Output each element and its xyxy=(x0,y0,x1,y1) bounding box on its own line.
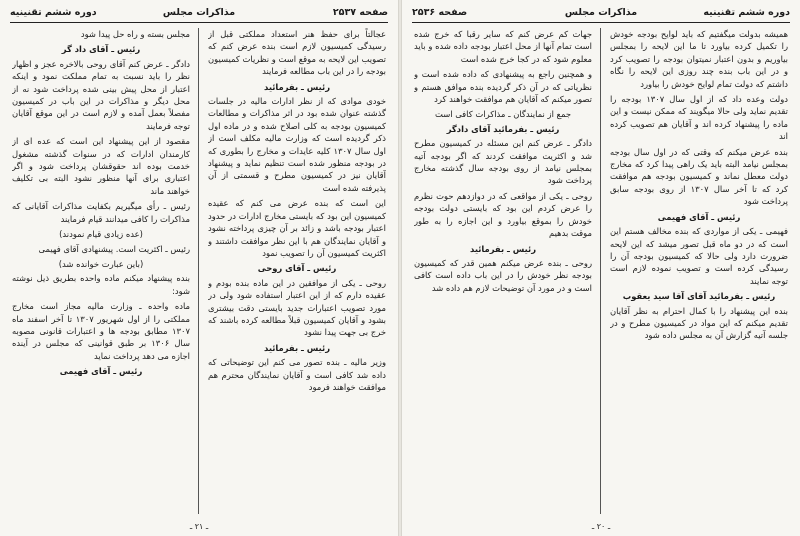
paragraph: روحی ـ بنده عرض میکنم همین قدر که کمیسیون بودجه نظر خودش را در این باب داده است کافی است و در مورد آن توضیحات لازم هم داده شد xyxy=(414,257,592,293)
left-page xyxy=(0,0,398,536)
speaker-line: رئیس ـ آقای روحی xyxy=(257,263,337,274)
paragraph: عجالتاً برای حفظ هنر استعداد مملکتی قبل از رسیدگی کمیسیون لازم است بنده عرض کنم که تصویب این لایحه به موقع است و نظریات کمیسیون بودجه را در این باب مطالعه فرمایند xyxy=(208,29,386,77)
page-label: صفحه ۲۵۳۷ xyxy=(332,7,388,18)
section-title: مذاکرات مجلس xyxy=(162,7,236,18)
paragraph: وزیر مالیه ـ بنده تصور می کنم این توضیحاتی که داده شد کافی است و آقایان نمایندگان محترم هم موافقت خواهند فرمود xyxy=(208,357,386,392)
term-title: دوره ششم تقنینیه xyxy=(10,7,97,18)
header-rule xyxy=(412,22,790,23)
page-header xyxy=(412,6,790,20)
paragraph: ماده واحده ـ وزارت مالیه مجاز است مخارج مملکتی را از اول شهریور ۱۳۰۷ تا آخر اسفند ماه ۱۳۰۷ مطابق بودجه ها و اعتبارات قانونی مصوبه سال ۱۳۰۶ بر طبق قوانینی که مجلس در آینده اجازه می دهد پرداخت نماید xyxy=(12,301,190,361)
paragraph: بنده عرض میکنم که وقتی که در اول سال بودجه بمجلس نیامد البته باید یک راهی پیدا کرد که مخارج دولت معطل نماند و کمیسیون بودجه هم موافقت کرد که تا آخر سال ۱۳۰۷ از روی بودجه سابق پرداخت شود xyxy=(610,146,788,207)
column-left xyxy=(12,28,190,516)
paragraph: مجلس بسته و راه حل پیدا شود xyxy=(80,29,190,39)
header-rule xyxy=(10,22,388,23)
speaker-line: رئیس ـ آقای داد گر xyxy=(61,44,141,55)
stage-direction: جمع از نمایندگان ـ مذاکرات کافی است xyxy=(434,109,572,120)
speaker-line: رئیس ـ بفرمائید آقای دادگر xyxy=(446,123,560,134)
stage-direction: (عده زیادی قیام نمودند) xyxy=(59,229,143,240)
paragraph: همیشه بدولت میگفتیم که باید لوایح بودجه خودش را تکمیل کرده بیاورد تا ما این لایحه را بمجلس بیاوریم و بدون اعتبار نمیتوان بودجه را تصویب کرد و در این باب بنده چند روزی این لایحه را نگاه داشتم که دولت تمام لوایح خودش را بیاورد xyxy=(610,29,788,89)
paragraph: رئیس ـ اکثریت است. پیشنهادی آقای فهیمی xyxy=(38,243,190,254)
paragraph: بنده این پیشنهاد را با کمال احترام به نظر آقایان تقدیم میکنم که این مواد در کمیسیون مطرح و در جلسه آتیه گزارش آن به مجلس داده شود xyxy=(610,305,788,341)
column-divider xyxy=(600,28,601,514)
column-right xyxy=(610,28,788,516)
page-label: صفحه ۲۵۳۶ xyxy=(412,7,468,18)
speaker-line: رئیس ـ بفرمائید آقای آقا سید یعقوب xyxy=(622,291,776,302)
stage-direction: (باین عبارت خوانده شد) xyxy=(58,258,144,269)
speaker-line: رئیس ـ بفرمائید xyxy=(263,81,331,92)
page-number: ـ ۲۱ ـ xyxy=(189,522,209,531)
speaker-line: رئیس ـ بفرمائید xyxy=(469,243,537,254)
paragraph: دولت وعده داد که از اول سال ۱۳۰۷ بودجه را تقدیم نماید ولی حالا میگویند که ممکن نیست و این ماده را پیشنهاد کرده اند و آقایان هم تصویب کرده اند xyxy=(610,94,788,142)
paragraph: بنده پیشنهاد میکنم ماده واحده بطریق ذیل نوشته شود: xyxy=(12,273,190,296)
column-left xyxy=(414,28,592,516)
paragraph: جهات کم عرض کنم که سایر رقبا که خرج شده است تمام آنها از محل اعتبار بودجه داده شده و باید معلوم شود که در کجا خرج شده است xyxy=(414,29,592,64)
paragraph: مقصود از این پیشنهاد این است که عده ای از کارمندان ادارات که در سنوات گذشته مشغول خدمت بوده اند حقوقشان پرداخت شود و اگر اعتباری برای آنها منظور نشود البته بی تکلیف خواهند ماند xyxy=(12,136,190,196)
speaker-line: رئیس ـ بفرمائید xyxy=(263,342,331,353)
paragraph: دادگر ـ عرض کنم آقای روحی بالاخره عجز و اظهار نظر را باید نسبت به تمام مملکت نمود و اینکه اعتبار از محل پیش بینی شده پرداخت شود نه از محل دیگر و مذاکرات در این باب در کمیسیون مفصلاً بعمل آمده و لازم است در این موقع آقایان توجه فرمایند xyxy=(12,58,190,131)
paragraph: دادگر ـ عرض کنم این مسئله در کمیسیون مطرح شد و اکثریت موافقت کردند که اگر بودجه آتیه بمجلس نیامد از روی بودجه سال گذشته مخارج پرداخت شود xyxy=(414,138,592,186)
paragraph: رئیس ـ رأی میگیریم بکفایت مذاکرات آقایانی که مذاکرات را کافی میدانند قیام فرمایند xyxy=(12,201,190,224)
paragraph: روحی ـ یکی از موافقین در این ماده بنده بودم و عقیده دارم که از این اعتبار استفاده شود ولی در مورد تصویب اعتبارات جدید بایستی دقت بیشتری بشود و آقایان کمیسیون قبلاً مطالعه کرده باشند که خرج بی جهت پیدا نشود xyxy=(208,277,386,338)
right-page xyxy=(402,0,800,536)
paragraph: خودی موادی که از نظر ادارات مالیه در جلسات گذشته عنوان شده بود در اثر مذاکرات و مطالعات کمیسیون بودجه به کلی اصلاح شده و در ماده اول ذکر گردیده است که وزارت مالیه مکلف است از اول سال ۱۳۰۷ کلیه عایدات و مخارج را بطوری که در بودجه منظور شده است تنظیم نماید و پیشنهاد آقایان نیز در کمیسیون مطرح و قسمتی از آن پذیرفته شده است xyxy=(208,96,386,193)
paragraph: روحی ـ یکی از مواقعی که در دوازدهم حوت نظرم را عرض کردم این بود که بایستی دولت بودجه خودش را بموقع بیاورد و این اجازه را به طور موقت بدهیم xyxy=(414,190,592,239)
column-divider xyxy=(198,28,199,514)
speaker-line: رئیس ـ آقای فهیمی xyxy=(59,366,143,377)
paragraph: و همچنین راجع به پیشنهادی که داده شده است و نظریاتی که در آن ذکر گردیده بنده موافق هستم و تصور میکنم که آقایان هم موافقت خواهند کرد xyxy=(414,69,592,105)
paragraph: فهیمی ـ یکی از مواردی که بنده مخالف هستم این است که در دو ماه قبل تصور میشد که این لایحه ضرورت دارد ولی حالا که کمیسیون بودجه آن را رسیدگی کرده است و تصویب نموده لازم است توجه نمایند xyxy=(610,226,788,286)
speaker-line: رئیس ـ آقای فهیمی xyxy=(657,211,741,222)
term-title: دوره ششم تقنینیه xyxy=(703,7,790,18)
section-title: مذاکرات مجلس xyxy=(564,7,638,18)
paragraph: این است که بنده عرض می کنم که عقیده کمیسیون این بود که بایستی مخارج ادارات در حدود اعتبار بودجه باشد و زائد بر آن چیزی پرداخته نشود و آقایان نمایندگان هم با این نظر موافقت داشتند و اکثریت کمیسیون آن را تصویب نمود xyxy=(208,198,386,258)
page-number: ـ ۲۰ ـ xyxy=(591,522,611,531)
column-right xyxy=(208,28,386,516)
page-header xyxy=(10,6,388,20)
